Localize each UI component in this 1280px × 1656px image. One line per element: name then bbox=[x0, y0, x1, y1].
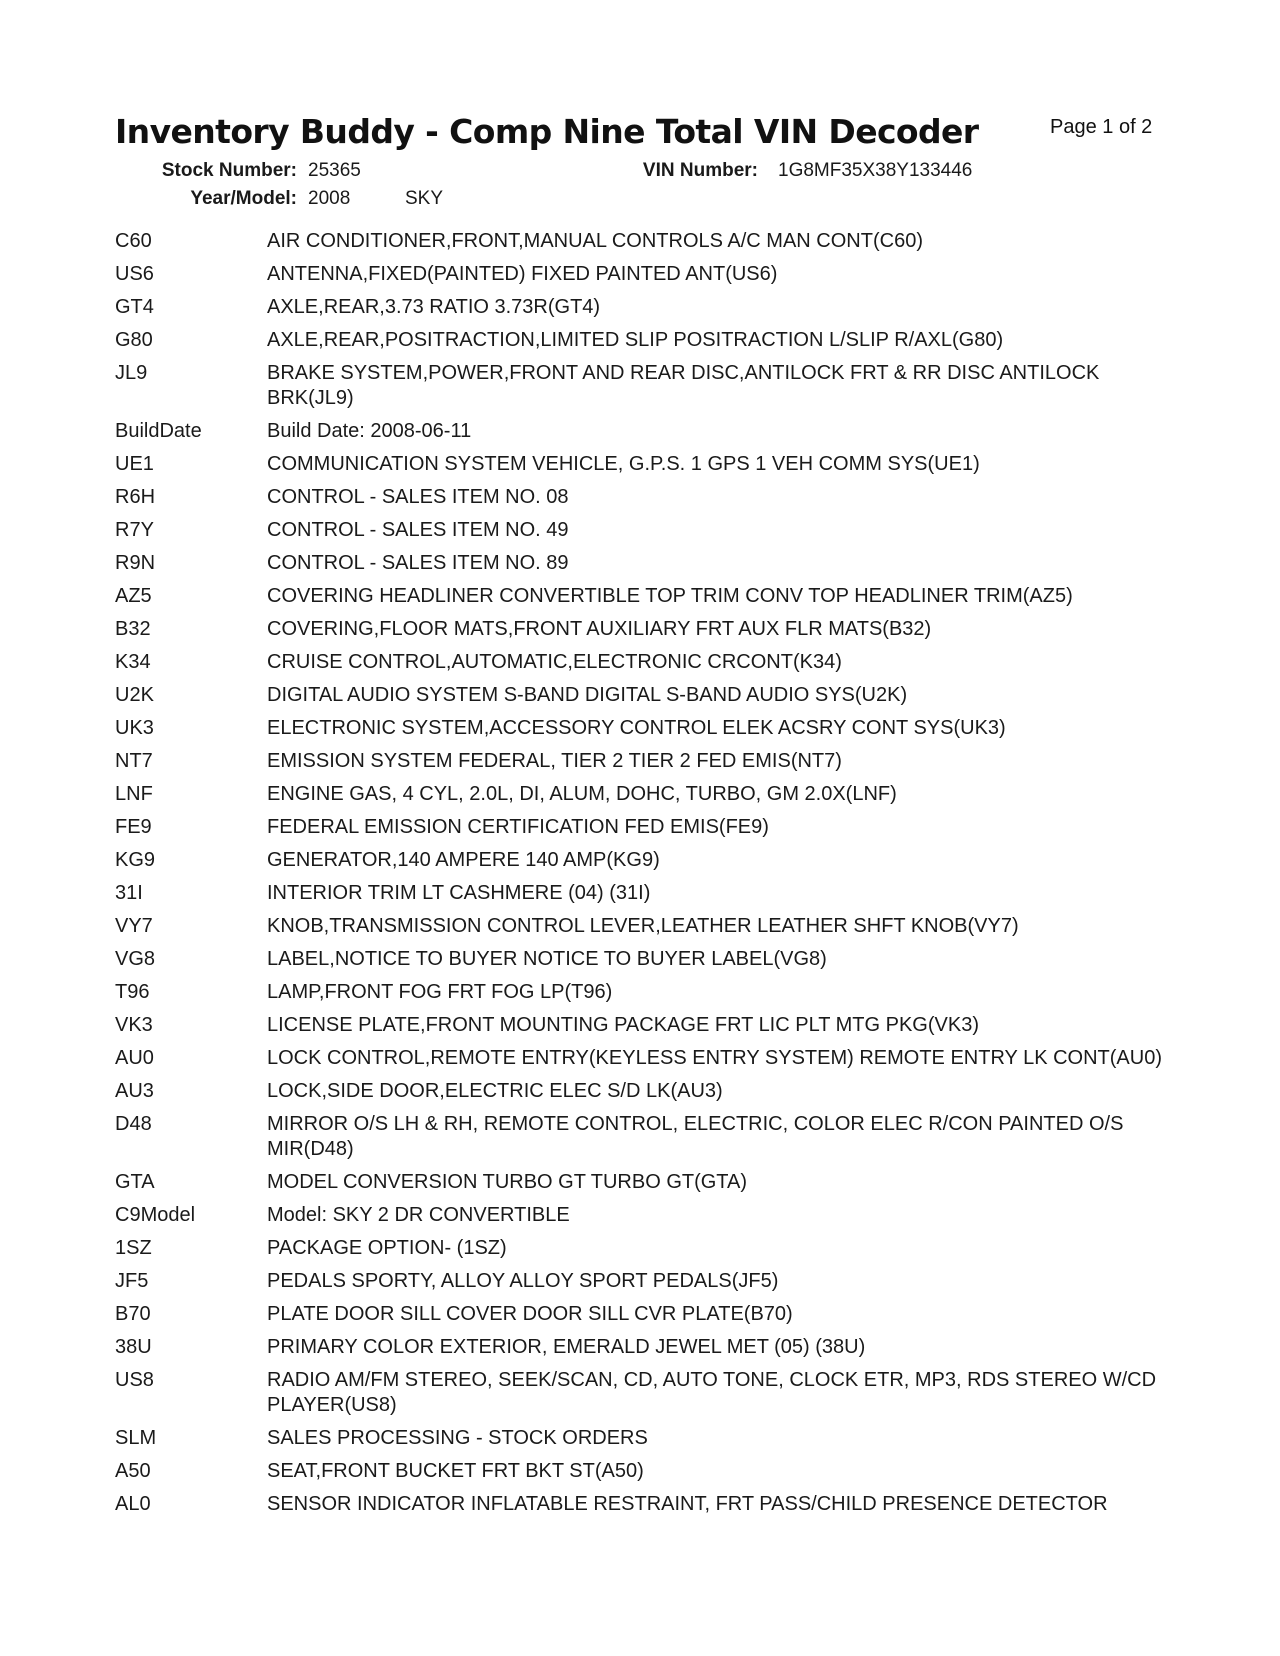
option-code: FE9 bbox=[115, 816, 152, 838]
option-row bbox=[115, 1459, 1175, 1484]
option-description: SALES PROCESSING - STOCK ORDERS bbox=[267, 1427, 648, 1449]
year-model-label: Year/Model: bbox=[190, 188, 297, 209]
option-description: LABEL,NOTICE TO BUYER NOTICE TO BUYER LABEL(VG8) bbox=[267, 948, 827, 970]
year-value: 2008 bbox=[308, 188, 351, 209]
option-code: US8 bbox=[115, 1369, 154, 1391]
option-code: 38U bbox=[115, 1336, 152, 1358]
option-code: VK3 bbox=[115, 1014, 153, 1036]
option-code: T96 bbox=[115, 981, 150, 1003]
option-code: JF5 bbox=[115, 1270, 149, 1292]
vin-number-value: 1G8MF35X38Y133446 bbox=[778, 160, 973, 181]
option-row bbox=[115, 683, 1175, 708]
option-row bbox=[115, 947, 1175, 972]
option-row bbox=[115, 584, 1175, 609]
option-row bbox=[115, 1079, 1175, 1104]
option-description: CRUISE CONTROL,AUTOMATIC,ELECTRONIC CRCONT(K34) bbox=[267, 651, 842, 673]
option-code: K34 bbox=[115, 651, 151, 673]
option-description: DIGITAL AUDIO SYSTEM S-BAND DIGITAL S-BAND AUDIO SYS(U2K) bbox=[267, 684, 908, 706]
option-description: LAMP,FRONT FOG FRT FOG LP(T96) bbox=[267, 981, 613, 1003]
option-row bbox=[115, 749, 1175, 774]
option-description: CONTROL - SALES ITEM NO. 08 bbox=[267, 486, 569, 508]
option-code-list bbox=[115, 229, 1175, 1525]
option-code: AL0 bbox=[115, 1493, 151, 1515]
option-code: C60 bbox=[115, 230, 152, 252]
option-description: ELECTRONIC SYSTEM,ACCESSORY CONTROL ELEK ACSRY CONT SYS(UK3) bbox=[267, 717, 1006, 739]
option-description: CONTROL - SALES ITEM NO. 49 bbox=[267, 519, 569, 541]
option-row bbox=[115, 551, 1175, 576]
option-code: NT7 bbox=[115, 750, 153, 772]
option-code: AU0 bbox=[115, 1047, 154, 1069]
option-row bbox=[115, 485, 1175, 510]
option-row bbox=[115, 881, 1175, 906]
option-row bbox=[115, 1170, 1175, 1195]
option-description: AXLE,REAR,POSITRACTION,LIMITED SLIP POSITRACTION L/SLIP R/AXL(G80) bbox=[267, 329, 1004, 351]
option-code: C9Model bbox=[115, 1204, 196, 1226]
option-description: MODEL CONVERSION TURBO GT TURBO GT(GTA) bbox=[267, 1171, 748, 1193]
option-description: Model: SKY 2 DR CONVERTIBLE bbox=[267, 1204, 570, 1226]
page-number: Page 1 of 2 bbox=[1050, 116, 1153, 138]
option-row bbox=[115, 452, 1175, 477]
option-description: PRIMARY COLOR EXTERIOR, EMERALD JEWEL MET (05) (38U) bbox=[267, 1336, 866, 1358]
option-row bbox=[115, 295, 1175, 320]
option-description: FEDERAL EMISSION CERTIFICATION FED EMIS(FE9) bbox=[267, 816, 769, 838]
report-title: Inventory Buddy - Comp Nine Total VIN Decoder bbox=[115, 112, 979, 151]
option-description: SEAT,FRONT BUCKET FRT BKT ST(A50) bbox=[267, 1460, 644, 1482]
stock-number-value: 25365 bbox=[308, 160, 361, 181]
option-row bbox=[115, 1013, 1175, 1038]
option-row bbox=[115, 650, 1175, 675]
option-row bbox=[115, 1269, 1175, 1294]
option-code: 31I bbox=[115, 882, 143, 904]
option-description: KNOB,TRANSMISSION CONTROL LEVER,LEATHER LEATHER SHFT KNOB(VY7) bbox=[267, 915, 1019, 937]
option-code: GT4 bbox=[115, 296, 154, 318]
option-description: AIR CONDITIONER,FRONT,MANUAL CONTROLS A/C MAN CONT(C60) bbox=[267, 230, 923, 252]
option-row bbox=[115, 1426, 1175, 1451]
option-description: CONTROL - SALES ITEM NO. 89 bbox=[267, 552, 569, 574]
option-row bbox=[115, 419, 1175, 444]
option-code: US6 bbox=[115, 263, 154, 285]
option-description: COVERING HEADLINER CONVERTIBLE TOP TRIM CONV TOP HEADLINER TRIM(AZ5) bbox=[267, 585, 1073, 607]
option-code: LNF bbox=[115, 783, 153, 805]
option-row bbox=[115, 716, 1175, 741]
option-row bbox=[115, 617, 1175, 642]
option-description: MIRROR O/S LH & RH, REMOTE CONTROL, ELECTRIC, COLOR ELEC R/CON PAINTED O/S MIR(D48) bbox=[267, 1113, 1124, 1160]
option-row bbox=[115, 815, 1175, 840]
option-code: KG9 bbox=[115, 849, 156, 871]
option-row bbox=[115, 1492, 1175, 1517]
option-description: SENSOR INDICATOR INFLATABLE RESTRAINT, FRT PASS/CHILD PRESENCE DETECTOR bbox=[267, 1493, 1108, 1515]
option-code: R9N bbox=[115, 552, 156, 574]
option-code: JL9 bbox=[115, 362, 148, 384]
option-description: GENERATOR,140 AMPERE 140 AMP(KG9) bbox=[267, 849, 660, 871]
model-value: SKY bbox=[405, 188, 444, 209]
option-description: BRAKE SYSTEM,POWER,FRONT AND REAR DISC,ANTILOCK FRT & RR DISC ANTILOCK BRK(JL9) bbox=[267, 362, 1100, 409]
option-row bbox=[115, 1335, 1175, 1360]
option-row bbox=[115, 518, 1175, 543]
option-row bbox=[115, 914, 1175, 939]
option-description: PLATE DOOR SILL COVER DOOR SILL CVR PLATE(B70) bbox=[267, 1303, 793, 1325]
option-description: LOCK CONTROL,REMOTE ENTRY(KEYLESS ENTRY SYSTEM) REMOTE ENTRY LK CONT(AU0) bbox=[267, 1047, 1162, 1069]
option-code: AU3 bbox=[115, 1080, 154, 1102]
option-code: VY7 bbox=[115, 915, 153, 937]
option-description: COVERING,FLOOR MATS,FRONT AUXILIARY FRT AUX FLR MATS(B32) bbox=[267, 618, 932, 640]
option-code: B70 bbox=[115, 1303, 151, 1325]
option-description: INTERIOR TRIM LT CASHMERE (04) (31I) bbox=[267, 882, 651, 904]
option-code: 1SZ bbox=[115, 1237, 152, 1259]
option-row bbox=[115, 782, 1175, 807]
option-row bbox=[115, 1112, 1175, 1162]
option-row bbox=[115, 1236, 1175, 1261]
option-description: RADIO AM/FM STEREO, SEEK/SCAN, CD, AUTO TONE, CLOCK ETR, MP3, RDS STEREO W/CD PLAYER(US8) bbox=[267, 1369, 1157, 1416]
option-row bbox=[115, 229, 1175, 254]
option-code: U2K bbox=[115, 684, 154, 706]
option-description: LICENSE PLATE,FRONT MOUNTING PACKAGE FRT LIC PLT MTG PKG(VK3) bbox=[267, 1014, 979, 1036]
option-code: SLM bbox=[115, 1427, 157, 1449]
stock-number-label: Stock Number: bbox=[161, 160, 297, 181]
option-row bbox=[115, 361, 1175, 411]
vin-number-label: VIN Number: bbox=[642, 160, 758, 181]
option-description: PACKAGE OPTION- (1SZ) bbox=[267, 1237, 507, 1259]
option-code: UE1 bbox=[115, 453, 154, 475]
option-description: ENGINE GAS, 4 CYL, 2.0L, DI, ALUM, DOHC, TURBO, GM 2.0X(LNF) bbox=[267, 783, 897, 805]
option-row bbox=[115, 1046, 1175, 1071]
option-row bbox=[115, 1203, 1175, 1228]
option-description: Build Date: 2008-06-11 bbox=[267, 420, 472, 442]
option-description: LOCK,SIDE DOOR,ELECTRIC ELEC S/D LK(AU3) bbox=[267, 1080, 723, 1102]
option-code: R7Y bbox=[115, 519, 154, 541]
option-code: UK3 bbox=[115, 717, 154, 739]
option-row bbox=[115, 1302, 1175, 1327]
option-description: PEDALS SPORTY, ALLOY ALLOY SPORT PEDALS(JF5) bbox=[267, 1270, 779, 1292]
option-code: BuildDate bbox=[115, 420, 202, 442]
option-code: AZ5 bbox=[115, 585, 152, 607]
option-row bbox=[115, 328, 1175, 353]
option-description: AXLE,REAR,3.73 RATIO 3.73R(GT4) bbox=[267, 296, 601, 318]
option-description: EMISSION SYSTEM FEDERAL, TIER 2 TIER 2 FED EMIS(NT7) bbox=[267, 750, 842, 772]
option-row bbox=[115, 848, 1175, 873]
option-code: B32 bbox=[115, 618, 151, 640]
option-code: G80 bbox=[115, 329, 153, 351]
option-row bbox=[115, 980, 1175, 1005]
option-code: VG8 bbox=[115, 948, 156, 970]
option-description: COMMUNICATION SYSTEM VEHICLE, G.P.S. 1 GPS 1 VEH COMM SYS(UE1) bbox=[267, 453, 980, 475]
option-row bbox=[115, 262, 1175, 287]
option-code: R6H bbox=[115, 486, 156, 508]
option-code: D48 bbox=[115, 1113, 152, 1135]
option-row bbox=[115, 1368, 1175, 1418]
option-code: GTA bbox=[115, 1171, 155, 1193]
option-code: A50 bbox=[115, 1460, 151, 1482]
option-description: ANTENNA,FIXED(PAINTED) FIXED PAINTED ANT(US6) bbox=[267, 263, 778, 285]
